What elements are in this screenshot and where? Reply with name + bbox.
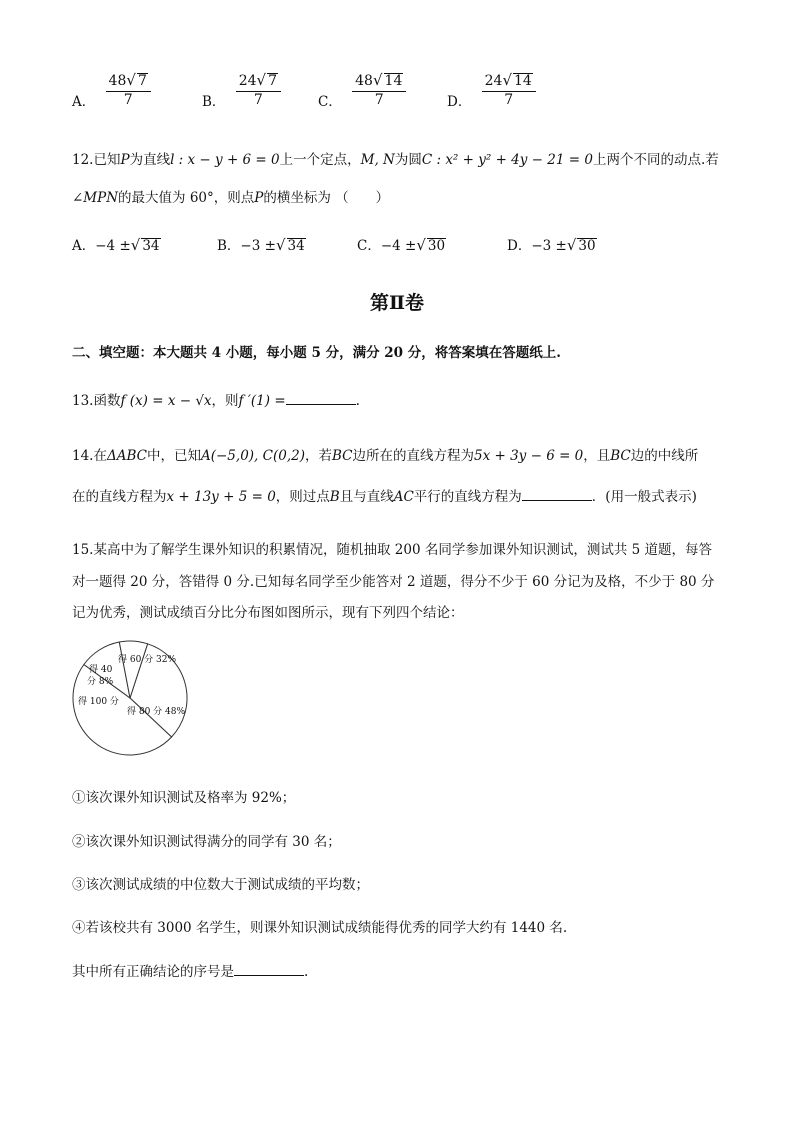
pie-label-100: 得 100 分 [78,697,119,707]
q15-line-3: 记为优秀，测试成绩百分比分布图如图所示，现有下列四个结论： [72,605,464,621]
pie-label-60: 得 60 分 32% [118,655,177,665]
q11-option-b: B． $\frac{24√ 7}{7}$ [202,72,322,109]
section-heading: 二、填空题：本大题共 4 小题，每小题 5 分，满分 20 分，将答案填在答题纸上. [72,345,561,361]
q15-line-2: 对一题得 20 分，答错得 0 分.已知每名同学至少能答对 2 道题，得分不少于 60 分记为及格，不少于 80 分 [72,574,715,590]
q12-option-c: C．−4 ±√ 30 [357,236,446,254]
q12-option-a: A．−4 ±√ 34 [72,236,160,254]
q14-line-1: 14.在ΔABC中，已知A(−5,0), C(0,2)，若BC边所在的直线方程为5x + 3y − 6 = 0，且BC边的中线所 [72,448,699,464]
answer-blank[interactable] [234,963,304,976]
fraction: $\frac{48√ 7}{7}$ [106,72,151,109]
q11-option-d: D． $\frac{24√ 14}{7}$ [447,72,577,109]
answer-blank[interactable] [522,488,592,501]
pie-label-80: 得 80 分 48% [127,707,186,717]
q11-option-c: C． $\frac{48√ 14}{7}$ [318,72,448,109]
q14-line-2: 在的直线方程为x + 13y + 5 = 0，则过点B且与直线AC平行的直线方程为 ．(用一般式表示) [72,489,697,505]
part-title: 第Ⅱ卷 [369,292,424,314]
q12-option-b: B．−3 ±√ 34 [217,236,305,254]
statement-3: ③该次测试成绩的中位数大于测试成绩的平均数； [72,877,369,893]
q12-line-1: 12.已知P为直线l : x − y + 6 = 0上一个定点，M, N为圆C : x² + y² + 4y − 21 = 0上两个不同的动点.若 [72,152,719,168]
fraction: $\frac{24√ 7}{7}$ [236,72,281,109]
statement-4: ④若该校共有 3000 名学生，则课外知识测试成绩能得优秀的同学大约有 1440 名. [72,920,568,936]
fraction: $\frac{24√ 14}{7}$ [482,72,536,109]
score-pie-chart [60,628,200,768]
pie-label-40a: 得 40 [89,665,113,675]
q12-line-2: ∠MPN的最大值为 60°，则点P的横坐标为 （ ） [72,190,390,206]
q12-option-d: D．−3 ±√ 30 [507,236,596,254]
answer-blank[interactable] [286,392,356,405]
statement-2: ②该次课外知识测试得满分的同学有 30 名； [72,834,341,850]
q15-line-1: 15.某高中为了解学生课外知识的积累情况，随机抽取 200 名同学参加课外知识测试，测试共 5 道题，每答 [72,542,712,558]
fraction: $\frac{48√ 14}{7}$ [352,72,406,109]
q11-option-a: A． $\frac{48√ 7}{7}$ [72,72,192,109]
q12-options [72,234,632,256]
final-question: 其中所有正确结论的序号是 . [72,964,309,980]
statement-1: ①该次课外知识测试及格率为 92%； [72,790,296,806]
q13: 13.函数f (x) = x − √x，则f ′(1) = . [72,393,360,409]
pie-label-40b: 分 8% [87,677,114,687]
